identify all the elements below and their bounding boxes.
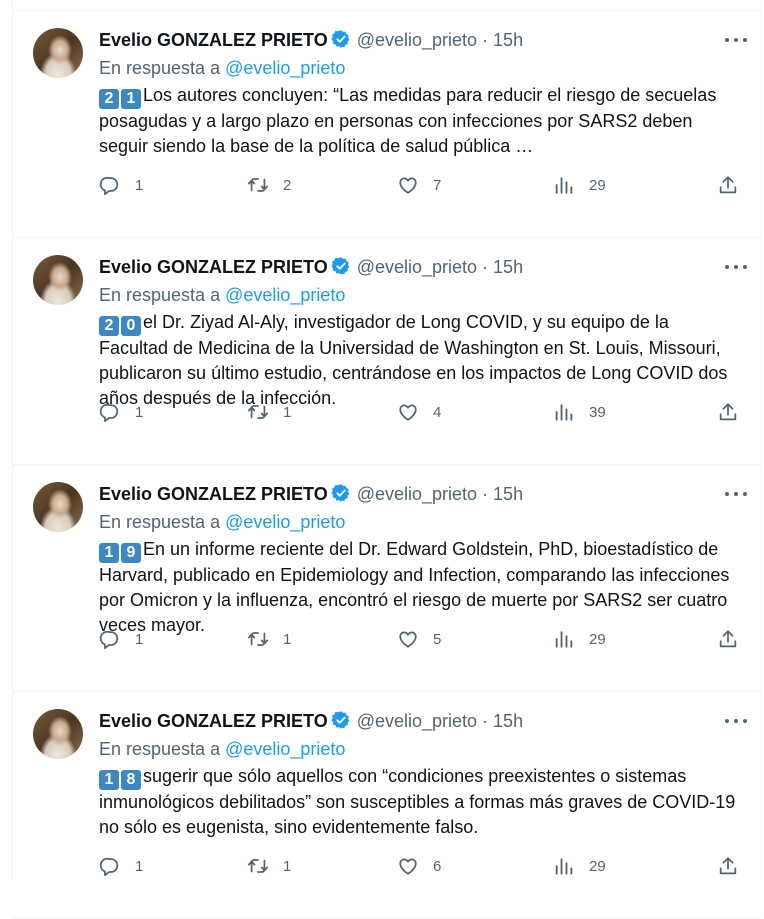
keycap-digit: 1 (99, 543, 119, 563)
like-icon (397, 628, 419, 650)
keycap-digit: 8 (121, 770, 141, 790)
separator-dot: · (482, 30, 489, 50)
author-handle[interactable]: @evelio_prieto (356, 257, 478, 277)
reply-button[interactable] (99, 627, 143, 651)
views-count: 29 (589, 630, 606, 648)
keycap-digit: 1 (99, 770, 119, 790)
like-button[interactable] (397, 173, 441, 197)
tweet-body: Los autores concluyen: “Las medidas para reducir el riesgo de secuelas posagudas y a largo plazo en personas con infecciones por SARS2 deben seguir siendo la base de la política de salud pública … (99, 85, 717, 156)
views-count: 29 (589, 857, 606, 875)
like-button[interactable] (397, 627, 441, 651)
timestamp[interactable]: 15h (493, 30, 524, 50)
views-button[interactable] (553, 854, 606, 878)
like-button[interactable] (397, 854, 441, 878)
reply-count: 1 (135, 630, 144, 648)
retweet-button[interactable] (247, 400, 291, 424)
views-button[interactable] (553, 173, 606, 197)
verified-badge-icon (331, 29, 351, 49)
retweet-count: 1 (283, 630, 292, 648)
separator-dot: · (482, 484, 489, 504)
like-count: 7 (433, 176, 442, 194)
like-icon (397, 855, 419, 877)
author-handle[interactable]: @evelio_prieto (356, 484, 478, 504)
views-icon (553, 628, 575, 650)
timeline-top-divider (13, 0, 761, 11)
share-button[interactable] (717, 627, 739, 651)
views-button[interactable] (553, 400, 606, 424)
share-icon (717, 628, 739, 650)
verified-badge-icon (331, 256, 351, 276)
tweet-header (99, 709, 747, 733)
retweet-icon (247, 401, 269, 423)
tweet[interactable] (13, 692, 761, 919)
share-button[interactable] (717, 854, 739, 878)
keycap-digit: 1 (121, 89, 141, 109)
reply-icon (99, 855, 121, 877)
retweet-button[interactable] (247, 854, 291, 878)
tweet-actions (99, 854, 739, 878)
like-icon (397, 401, 419, 423)
avatar[interactable] (33, 482, 83, 532)
views-count: 29 (589, 176, 606, 194)
reply-mention[interactable]: @evelio_prieto (225, 285, 346, 305)
tweet[interactable] (13, 11, 761, 238)
keycap-digit: 0 (121, 316, 141, 336)
tweet-header (99, 255, 747, 279)
reply-context (99, 737, 345, 761)
retweet-icon (247, 855, 269, 877)
author-name[interactable]: Evelio GONZALEZ PRIETO (99, 711, 328, 731)
retweet-button[interactable] (247, 627, 291, 651)
retweet-count: 1 (283, 857, 292, 875)
reply-icon (99, 401, 121, 423)
tweet-actions (99, 173, 739, 197)
reply-mention[interactable]: @evelio_prieto (225, 739, 346, 759)
more-icon[interactable] (725, 482, 747, 506)
timestamp[interactable]: 15h (493, 257, 524, 277)
tweet[interactable] (13, 238, 761, 465)
retweet-button[interactable] (247, 173, 291, 197)
timeline (12, 0, 762, 880)
like-count: 5 (433, 630, 442, 648)
reply-icon (99, 174, 121, 196)
reply-prefix: En respuesta a (99, 739, 221, 759)
author-handle[interactable]: @evelio_prieto (356, 30, 478, 50)
reply-button[interactable] (99, 854, 143, 878)
views-count: 39 (589, 403, 606, 421)
like-button[interactable] (397, 400, 441, 424)
reply-context (99, 56, 345, 80)
reply-context (99, 510, 345, 534)
tweet-actions (99, 627, 739, 651)
share-icon (717, 855, 739, 877)
tweet-header (99, 28, 747, 52)
views-icon (553, 855, 575, 877)
timestamp[interactable]: 15h (493, 484, 524, 504)
keycap-digit: 2 (99, 89, 119, 109)
reply-prefix: En respuesta a (99, 58, 221, 78)
views-icon (553, 401, 575, 423)
share-button[interactable] (717, 400, 739, 424)
avatar[interactable] (33, 709, 83, 759)
like-count: 4 (433, 403, 442, 421)
reply-context (99, 283, 345, 307)
separator-dot: · (482, 257, 489, 277)
share-button[interactable] (717, 173, 739, 197)
reply-button[interactable] (99, 173, 143, 197)
retweet-icon (247, 628, 269, 650)
author-name[interactable]: Evelio GONZALEZ PRIETO (99, 484, 328, 504)
verified-badge-icon (331, 710, 351, 730)
retweet-icon (247, 174, 269, 196)
keycap-digit: 2 (99, 316, 119, 336)
like-count: 6 (433, 857, 442, 875)
tweet[interactable] (13, 465, 761, 692)
author-handle[interactable]: @evelio_prieto (356, 711, 478, 731)
reply-count: 1 (135, 403, 144, 421)
tweet-body: En un informe reciente del Dr. Edward Goldstein, PhD, bioestadístico de Harvard, publicado en Epidemiology and Infection, comparando las infecciones por Omicron y la influenza, encontró el riesgo de muerte por SARS2 ser cuatro veces mayor. (99, 539, 730, 635)
more-icon[interactable] (725, 28, 747, 52)
reply-count: 1 (135, 176, 144, 194)
views-icon (553, 174, 575, 196)
avatar[interactable] (33, 28, 83, 78)
author-name[interactable]: Evelio GONZALEZ PRIETO (99, 30, 328, 50)
reply-prefix: En respuesta a (99, 285, 221, 305)
tweet-text (99, 310, 739, 411)
verified-badge-icon (331, 483, 351, 503)
reply-prefix: En respuesta a (99, 512, 221, 532)
reply-button[interactable] (99, 400, 143, 424)
views-button[interactable] (553, 627, 606, 651)
tweet-header (99, 482, 747, 506)
tweet-text (99, 764, 739, 840)
tweet-text (99, 83, 739, 159)
share-icon (717, 174, 739, 196)
reply-icon (99, 628, 121, 650)
retweet-count: 2 (283, 176, 292, 194)
more-icon[interactable] (725, 255, 747, 279)
like-icon (397, 174, 419, 196)
tweet-actions (99, 400, 739, 424)
keycap-digit: 9 (121, 543, 141, 563)
reply-count: 1 (135, 857, 144, 875)
timestamp[interactable]: 15h (493, 711, 524, 731)
more-icon[interactable] (725, 709, 747, 733)
separator-dot: · (482, 711, 489, 731)
avatar[interactable] (33, 255, 83, 305)
retweet-count: 1 (283, 403, 292, 421)
author-name[interactable]: Evelio GONZALEZ PRIETO (99, 257, 328, 277)
tweet-body: el Dr. Ziyad Al-Aly, investigador de Long COVID, y su equipo de la Facultad de Medicina de la Universidad de Washington en St. Louis, Missouri, publicaron su último estudio, centrándose en los impactos de Long COVID dos años después de la infección. (99, 312, 728, 408)
share-icon (717, 401, 739, 423)
reply-mention[interactable]: @evelio_prieto (225, 512, 346, 532)
tweet-text (99, 537, 739, 638)
reply-mention[interactable]: @evelio_prieto (225, 58, 346, 78)
tweet-body: sugerir que sólo aquellos con “condiciones preexistentes o sistemas inmunológicos debilitados” son susceptibles a formas más graves de COVID-19 no sólo es eugenista, sino evidentemente falso. (99, 766, 736, 837)
